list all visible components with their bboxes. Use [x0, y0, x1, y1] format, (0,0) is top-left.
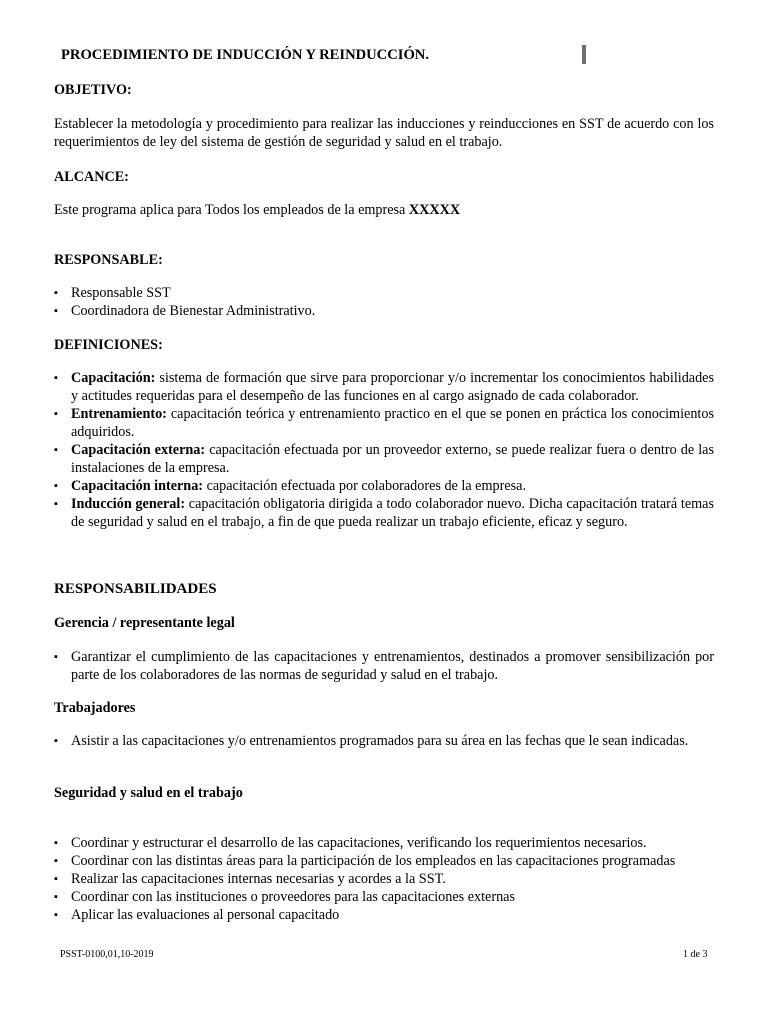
bullet-icon: ▪ — [54, 444, 58, 456]
definition-term: Capacitación externa: — [71, 442, 206, 458]
bullet-icon: ▪ — [54, 651, 58, 663]
list-item: ▪ Coordinar con las instituciones o proveedores para las capacitaciones externas — [54, 889, 515, 905]
bullet-icon: ▪ — [54, 372, 58, 384]
bullet-icon: ▪ — [54, 287, 58, 299]
responsable-list — [54, 284, 714, 320]
definition-text: capacitación obligatoria dirigida a todo colaborador nuevo. Dicha capacitación tratará temas de seguridad y salud en el trabajo, a fin de que pueda realizar un trabajo eficiente, eficaz y seguro. — [71, 496, 714, 530]
list-item: ▪ Aplicar las evaluaciones al personal capacitado — [54, 907, 340, 923]
definition-term: Capacitación interna: — [71, 478, 204, 494]
definition-text: capacitación efectuada por colaboradores de la empresa. — [203, 478, 526, 494]
objetivo-text: Establecer la metodología y procedimiento para realizar las inducciones y reinducciones en SST de acuerdo con los requerimientos de ley del sistema de gestión de seguridad y salud en el trabajo. — [54, 116, 714, 150]
list-item: ▪ Responsable SST — [54, 285, 171, 301]
definition-text: capacitación teórica y entrenamiento practico en el que se ponen en práctica los conocimientos adquiridos. — [71, 406, 714, 440]
list-item: ▪ Coordinadora de Bienestar Administrativo. — [54, 303, 316, 319]
company-name: XXXXX — [408, 202, 461, 218]
definition-text: capacitación efectuada por un proveedor externo, se puede realizar fuera o dentro de las instalaciones de la empresa. — [71, 442, 714, 476]
responsabilidades-heading: RESPONSABILIDADES — [54, 581, 217, 597]
document-title: PROCEDIMIENTO DE INDUCCIÓN Y REINDUCCIÓN. — [61, 47, 429, 63]
bullet-icon: ▪ — [54, 837, 58, 849]
list-item: ▪ Asistir a las capacitaciones y/o entrenamientos programados para su área en las fechas que le sean indicadas. — [54, 733, 689, 749]
gerencia-heading: Gerencia / representante legal — [54, 615, 235, 631]
text-cursor-bar — [582, 45, 586, 64]
alcance-text-body: Este programa aplica para Todos los empleados de la empresa — [54, 202, 409, 218]
trabajadores-heading: Trabajadores — [54, 700, 136, 716]
bullet-icon: ▪ — [54, 855, 58, 867]
trabajadores-list — [54, 732, 714, 750]
list-item: ▪ Coordinar y estructurar el desarrollo de las capacitaciones, verificando los requerimientos necesarios. — [54, 835, 647, 851]
list-item: ▪ Coordinar con las distintas áreas para la participación de los empleados en las capacitaciones programadas — [54, 853, 676, 869]
definition-item — [54, 369, 714, 405]
alcance-text — [54, 201, 714, 219]
bullet-icon: ▪ — [54, 480, 58, 492]
alcance-heading: ALCANCE: — [54, 169, 129, 185]
definiciones-list — [54, 369, 714, 531]
objetivo-heading: OBJETIVO: — [54, 82, 132, 98]
gerencia-list — [54, 648, 714, 684]
definition-text: sistema de formación que sirve para proporcionar y/o incrementar los conocimientos habilidades y actitudes requeridas para el desempeño de las funciones en al cargo asignado de cada colaborador. — [71, 370, 714, 404]
bullet-icon: ▪ — [54, 735, 58, 747]
bullet-icon: ▪ — [54, 873, 58, 885]
sst-list — [54, 834, 714, 924]
bullet-icon: ▪ — [54, 891, 58, 903]
bullet-icon: ▪ — [54, 909, 58, 921]
definition-item — [54, 477, 714, 495]
definition-item — [54, 405, 714, 441]
definition-term: Entrenamiento: — [71, 406, 167, 422]
definition-item — [54, 495, 714, 531]
definition-item — [54, 441, 714, 477]
responsable-heading: RESPONSABLE: — [54, 252, 163, 268]
sst-heading: Seguridad y salud en el trabajo — [54, 785, 243, 801]
bullet-icon: ▪ — [54, 498, 58, 510]
definition-term: Capacitación: — [71, 370, 156, 386]
bullet-icon: ▪ — [54, 305, 58, 317]
list-item: ▪ Realizar las capacitaciones internas necesarias y acordes a la SST. — [54, 871, 446, 887]
definition-term: Inducción general: — [71, 496, 186, 512]
definiciones-heading: DEFINICIONES: — [54, 337, 163, 353]
footer-document-code: PSST-0100,01,10-2019 — [60, 949, 154, 960]
bullet-icon: ▪ — [54, 408, 58, 420]
list-item: ▪ Garantizar el cumplimiento de las capacitaciones y entrenamientos, destinados a promover sensibilización por parte de los colaboradores de las normas de seguridad y salud en el trabajo. — [54, 649, 714, 683]
footer-page-number: 1 de 3 — [683, 949, 708, 960]
